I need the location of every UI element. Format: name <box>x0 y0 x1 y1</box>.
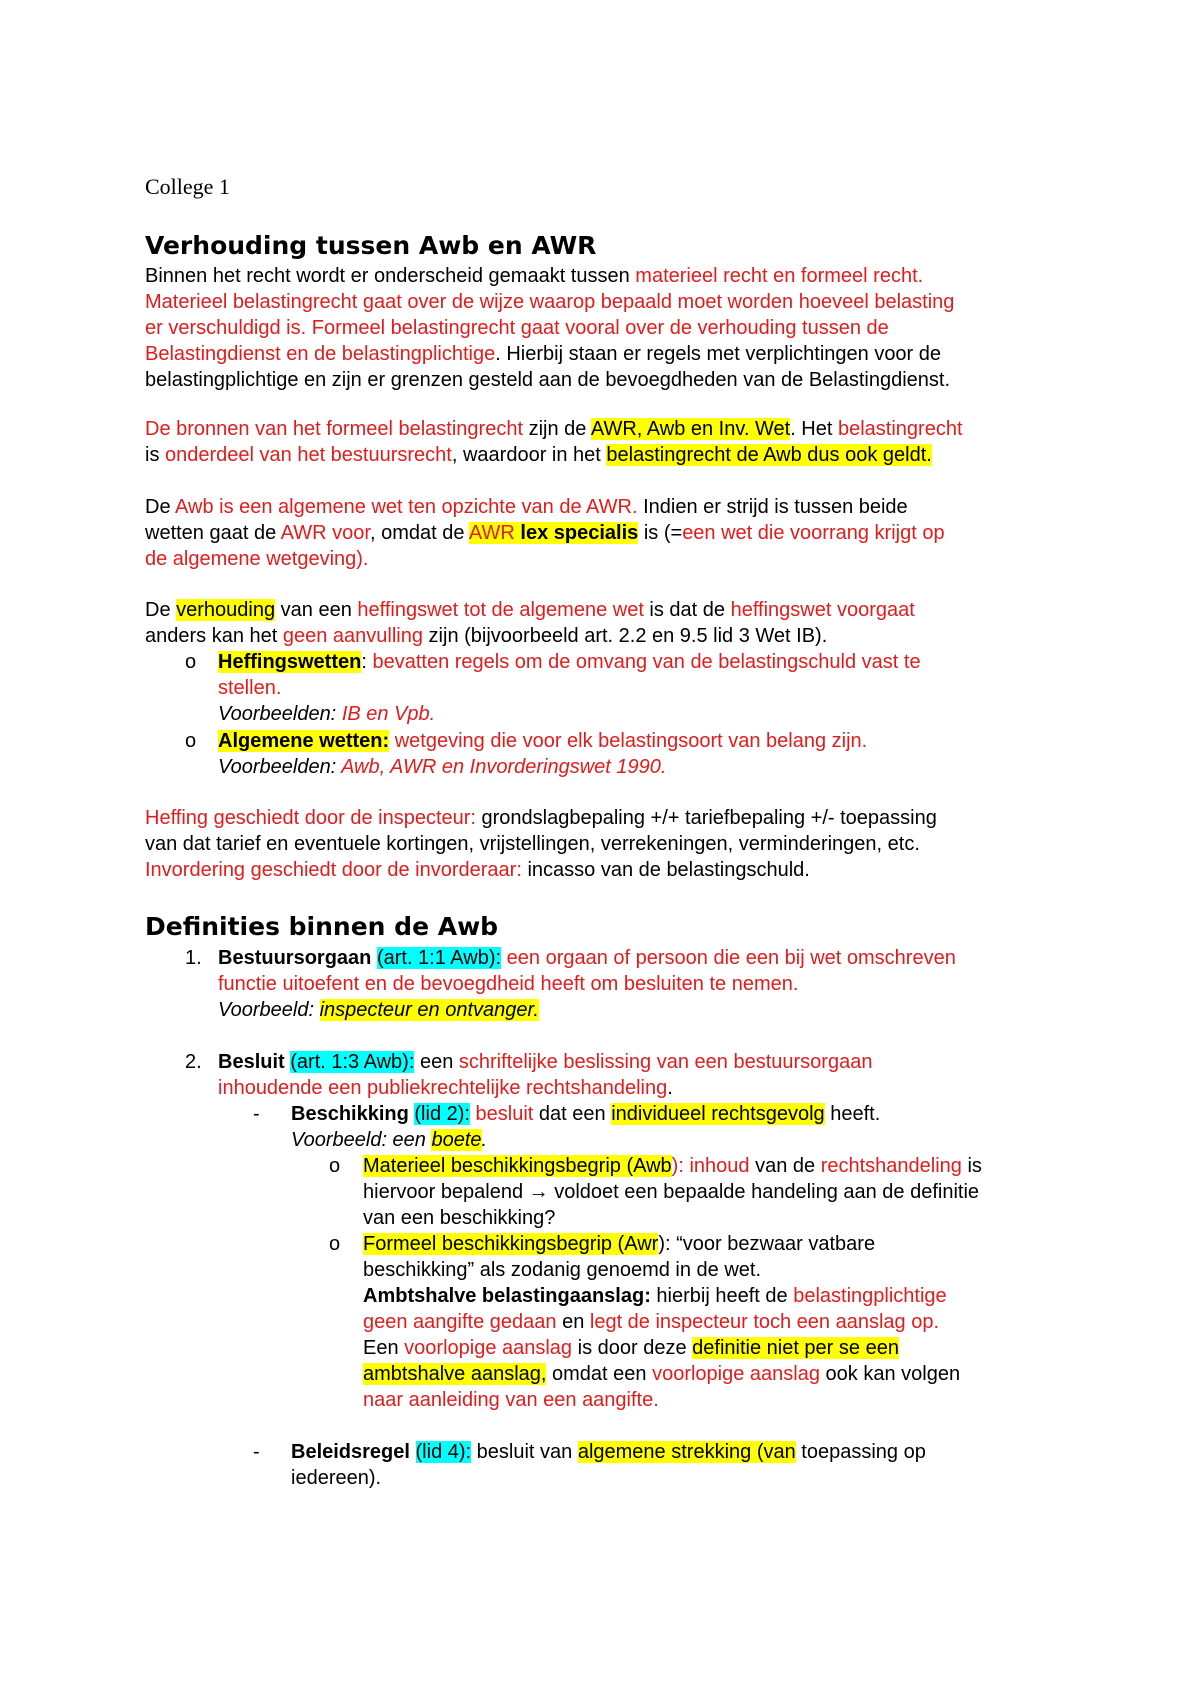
n2-line1: Besluit (art. 1:3 Awb): een schriftelijke beslissing van een bestuursorgaan <box>218 1051 873 1073</box>
heading-verhouding: Verhouding tussen Awb en AWR <box>145 231 597 260</box>
bullet-materieel: o <box>329 1155 341 1177</box>
b1-line3: Voorbeelden: IB en Vpb. <box>218 703 436 725</box>
bullet-algemene-wetten: o <box>185 730 197 752</box>
p5-line3: Invordering geschiedt door de invorderaar: incasso van de belastingschuld. <box>145 859 810 881</box>
p1-line2: Materieel belastingrecht gaat over de wijze waarop bepaald moet worden hoeveel belasting <box>145 291 955 313</box>
heading-definities: Definities binnen de Awb <box>145 912 499 941</box>
p1-line3: er verschuldigd is. Formeel belastingrecht gaat vooral over de verhouding tussen de <box>145 317 889 339</box>
d2-line2: iedereen). <box>291 1467 382 1489</box>
s1-line3: van een beschikking? <box>363 1207 556 1229</box>
s2-line5: Een voorlopige aanslag is door deze definitie niet per se een <box>363 1337 899 1359</box>
college-label: College 1 <box>145 174 230 199</box>
s2-line4: geen aangifte gedaan en legt de inspecteur toch een aanslag op. <box>363 1311 940 1333</box>
n2-line2: inhoudende een publiekrechtelijke rechtshandeling. <box>218 1077 673 1099</box>
s2-line3: Ambtshalve belastingaanslag: hierbij heeft de belastingplichtige <box>363 1285 947 1307</box>
p3-line3: de algemene wetgeving). <box>145 548 369 570</box>
d1-line2: Voorbeeld: een boete. <box>291 1129 488 1151</box>
bullet-formeel: o <box>329 1233 341 1255</box>
d1-line1: Beschikking (lid 2): besluit dat een individueel rechtsgevolg heeft. <box>291 1103 881 1125</box>
s1-line1: Materieel beschikkingsbegrip (Awb): inhoud van de rechtshandeling is <box>363 1155 982 1177</box>
s2-line7: naar aanleiding van een aangifte. <box>363 1389 659 1411</box>
p5-line2: van dat tarief en eventuele kortingen, vrijstellingen, verrekeningen, verminderingen, etc. <box>145 833 920 855</box>
n1-line3: Voorbeeld: inspecteur en ontvanger. <box>218 999 539 1021</box>
b1-line1: Heffingswetten: bevatten regels om de omvang van de belastingschuld vast te <box>218 651 921 673</box>
p2-line2: is onderdeel van het bestuursrecht, waardoor in het belastingrecht de Awb dus ook geldt. <box>145 444 932 466</box>
p3-line2: wetten gaat de AWR voor, omdat de AWR lex specialis is (=een wet die voorrang krijgt op <box>145 522 945 544</box>
bullet-heffingswetten: o <box>185 651 197 673</box>
number-2: 2. <box>185 1051 202 1073</box>
p4-line1: De verhouding van een heffingswet tot de algemene wet is dat de heffingswet voorgaat <box>145 599 915 621</box>
number-1: 1. <box>185 947 202 969</box>
p1-line4: Belastingdienst en de belastingplichtige. Hierbij staan er regels met verplichtingen voor de <box>145 343 942 365</box>
b2-line2: Voorbeelden: Awb, AWR en Invorderingswet 1990. <box>218 756 667 778</box>
b2-line1: Algemene wetten: wetgeving die voor elk belastingsoort van belang zijn. <box>218 730 868 752</box>
n1-line2: functie uitoefent en de bevoegdheid heeft om besluiten te nemen. <box>218 973 799 995</box>
d2-line1: Beleidsregel (lid 4): besluit van algemene strekking (van toepassing op <box>291 1441 926 1463</box>
s2-line6: ambtshalve aanslag, omdat een voorlopige aanslag ook kan volgen <box>363 1363 961 1385</box>
p2-line1: De bronnen van het formeel belastingrecht zijn de AWR, Awb en Inv. Wet. Het belastingrecht <box>145 418 963 440</box>
dash-beleidsregel: - <box>253 1441 260 1463</box>
b1-line2: stellen. <box>218 677 282 699</box>
dash-beschikking: - <box>253 1103 260 1125</box>
p3-line1: De Awb is een algemene wet ten opzichte van de AWR. Indien er strijd is tussen beide <box>145 496 908 518</box>
n1-line1: Bestuursorgaan (art. 1:1 Awb): een orgaan of persoon die een bij wet omschreven <box>218 947 956 969</box>
s2-line1: Formeel beschikkingsbegrip (Awr): “voor bezwaar vatbare <box>363 1233 876 1255</box>
p1-line1: Binnen het recht wordt er onderscheid gemaakt tussen materieel recht en formeel recht. <box>145 265 924 287</box>
p4-line2: anders kan het geen aanvulling zijn (bijvoorbeeld art. 2.2 en 9.5 lid 3 Wet IB). <box>145 625 828 647</box>
s1-line2: hiervoor bepalend → voldoet een bepaalde handeling aan de definitie <box>363 1181 980 1203</box>
s2-line2: beschikking” als zodanig genoemd in de wet. <box>363 1259 762 1281</box>
p1-line5: belastingplichtige en zijn er grenzen gesteld aan de bevoegdheden van de Belastingdienst. <box>145 369 951 391</box>
p5-line1: Heffing geschiedt door de inspecteur: grondslagbepaling +/+ tariefbepaling +/- toepassing <box>145 807 937 829</box>
